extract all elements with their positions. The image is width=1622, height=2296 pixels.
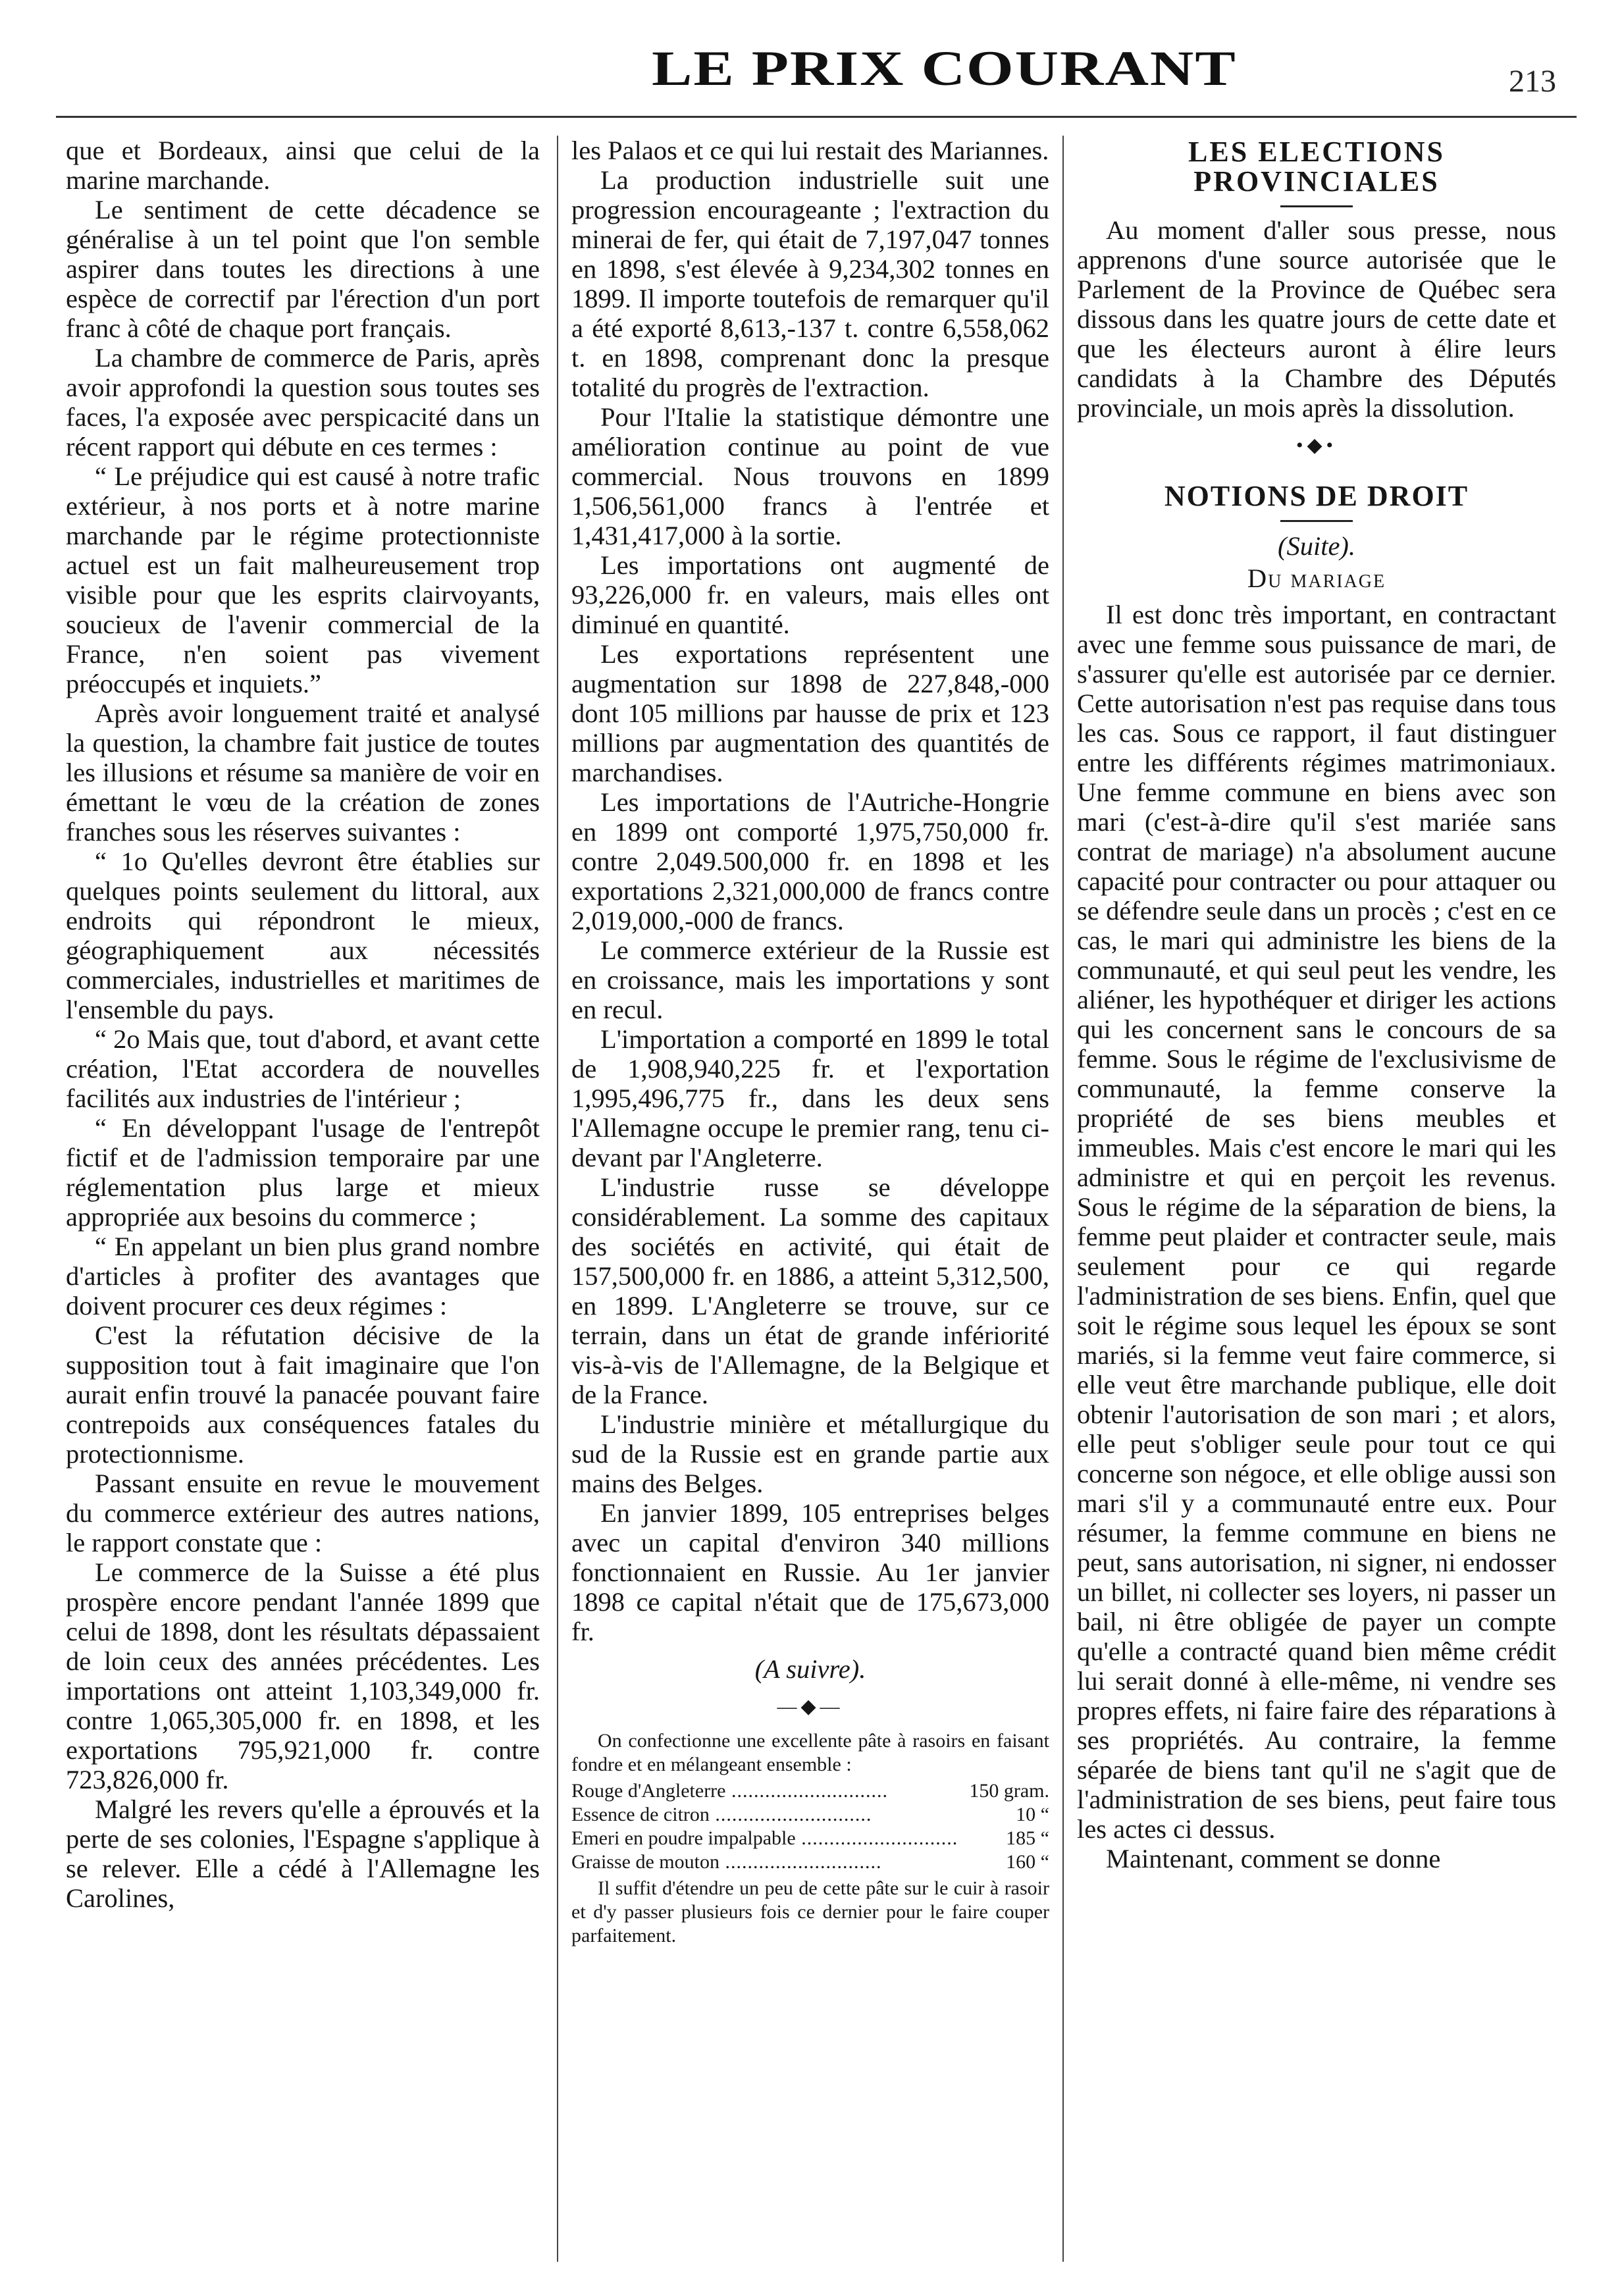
page-number: 213 xyxy=(1509,64,1556,99)
paragraph: Le commerce de la Suisse a été plus prospère encore pendant l'année 1899 que celui de 1898, dont les résultats dépassaient de loin ceux des années précédentes. Les importations ont atteint 1,103,349,000 fr. contre 1,065,305,000 fr. en 1898, et les exportations 795,921,000 fr. contre 723,826,000 fr. xyxy=(66,1557,540,1794)
paragraph: Les exportations représentent une augmentation sur 1898 de 227,848,-000 dont 105 millions par hausse de prix et 123 millions par augmentation des quantités de marchandises. xyxy=(571,639,1049,787)
paragraph: “ 1o Qu'elles devront être établies sur quelques points seulement du littoral, aux endroits qui répondront le mieux, géographiquement aux nécessités commerciales, industrielles et maritimes de l'ensemble du pays. xyxy=(66,847,540,1024)
recipe-intro: On confectionne une excellente pâte à rasoirs en faisant fondre et en mélangeant ensemble : xyxy=(571,1730,1049,1775)
recipe-row xyxy=(571,1827,1049,1850)
paragraph: L'importation a comporté en 1899 le total de 1,908,940,225 fr. et l'exportation 1,995,496,775 fr., dans les deux sens l'Allemagne occupe le premier rang, tenu ci-devant par l'Angleterre. xyxy=(571,1024,1049,1172)
recipe-box xyxy=(571,1729,1049,1948)
paragraph: Le sentiment de cette décadence se généralise à un tel point que l'on semble aspirer dans toutes les directions à une espèce de correctif par l'érection d'un port franc à côté de chaque port français. xyxy=(66,195,540,343)
masthead-title: LE PRIX COURANT xyxy=(652,40,1237,96)
paragraph: les Palaos et ce qui lui restait des Mariannes. xyxy=(571,136,1049,165)
masthead-rule xyxy=(56,116,1577,118)
recipe-row xyxy=(571,1779,1049,1803)
paragraph: Il est donc très important, en contractant avec une femme sous puissance de mari, de s'assurer qu'elle est autorisée par ce dernier. Cette autorisation n'est pas requise dans tous les cas. Sous ce rapport, il faut distinguer entre les différents régimes matrimoniaux. Une femme commune en biens avec son mari (c'est-à-dire qu'il s'est mariée sans contrat de mariage) n'a absolument aucune capacité pour contracter ou pour attaquer ou se défendre seule dans un procès ; c'est en ce cas, le mari qui administre les biens de la communauté, et qui seul peut les vendre, les aliéner, les hypothéquer et diriger les actions qui les concernent sans le concours de sa femme. Sous le régime de l'exclusivisme de communauté, la femme conserve la propriété de ses biens meubles et immeubles. Mais c'est encore le mari qui les administre et qui en perçoit les revenus. Sous le régime de la séparation de biens, la femme peut plaider et contracter seule, mais seulement pour ce qui regarde l'administration de ses biens. Enfin, quel que soit le régime sous lequel les époux se sont mariés, si la femme veut faire commerce, si elle veut être marchande publique, elle doit obtenir l'autorisation de son mari ; et alors, elle peut s'obliger seule pour tout ce qui concerne son négoce, et elle oblige aussi son mari s'il y a communauté entre eux. Pour résumer, la femme commune en biens ne peut, sans autorisation, ni signer, ni endosser un billet, ni collecter ses loyers, ni passer un bail, ni être obligée de payer un compte qu'elle a contracté quand bien même crédit lui serait donné à elle-même, ni vendre ses propres effets, ni faire faire des réparations à ses propriétés. Au contraire, la femme séparée de biens tant qu'il ne s'agit que de l'administration de ses biens, peut faire tous les actes ci dessus. xyxy=(1077,600,1556,1844)
suite-label: (Suite). xyxy=(1277,531,1356,561)
ingredient-qty: 150 gram. xyxy=(969,1780,1049,1802)
paragraph: “ En développant l'usage de l'entrepôt fictif et de l'admission temporaire par une réglementation plus large et mieux appropriée aux besoins du commerce ; xyxy=(66,1113,540,1232)
paragraph: L'industrie russe se développe considérablement. La somme des capitaux des sociétés en activité, qui était de 157,500,000 fr. en 1886, a atteint 5,312,500, en 1899. L'Angleterre se trouve, sur ce terrain, dans un état de grande infériorité vis-à-vis de l'Allemagne, de la Belgique et de la France. xyxy=(571,1172,1049,1409)
recipe-row xyxy=(571,1803,1049,1827)
paragraph: Malgré les revers qu'elle a éprouvés et la perte de ses colonies, l'Espagne s'applique à se relever. Elle a cédé à l'Allemagne les Carolines, xyxy=(66,1794,540,1913)
masthead xyxy=(0,26,1622,125)
paragraph: Après avoir longuement traité et analysé la question, la chambre fait justice de toutes les illusions et résume sa manière de voir en émettant le vœu de la création de zones franches sous les réserves suivantes : xyxy=(66,698,540,847)
ingredient-qty: 160 “ xyxy=(1006,1851,1049,1873)
recipe-outro: Il suffit d'étendre un peu de cette pâte sur le cuir à rasoir et d'y passer plusieurs fois ce dernier pour le faire couper parfaitement. xyxy=(571,1877,1049,1946)
section-heading-elections: LES ELECTIONS PROVINCIALES xyxy=(1188,136,1445,197)
paragraph: La production industrielle suit une progression encourageante ; l'extraction du minerai de fer, qui était de 7,197,047 tonnes en 1898, s'est élevée à 9,234,302 tonnes en 1899. Il importe toutefois de remarquer qu'il a été exporté 8,613,-137 t. contre 6,558,062 t. en 1898, comprenant donc la presque totalité du progrès de l'extraction. xyxy=(571,165,1049,402)
subheading-mariage: Du mariage xyxy=(1247,563,1386,593)
paragraph: Pour l'Italie la statistique démontre une amélioration continue au point de vue commercial. Nous trouvons en 1899 1,506,561,000 francs à l'entrée et 1,431,417,000 à la sortie. xyxy=(571,402,1049,550)
ingredient-name: Essence de citron xyxy=(571,1804,710,1825)
paragraph: La chambre de commerce de Paris, après avoir approfondi la question sous toutes ses faces, l'a exposée avec perspicacité dans un récent rapport qui débute en ces termes : xyxy=(66,343,540,461)
ingredient-name: Emeri en poudre impalpable xyxy=(571,1827,796,1849)
paragraph: C'est la réfutation décisive de la supposition tout à fait imaginaire que l'on aurait enfin trouvé la panacée pouvant faire contrepoids aux conséquences fatales du protectionnisme. xyxy=(66,1320,540,1469)
paragraph: Au moment d'aller sous presse, nous apprenons d'une source autorisée que le Parlement de la Province de Québec sera dissous dans les quatre jours de cette date et que les électeurs auront à élire leurs candidats à la Chambre des Députés provinciale, un mois après la dissolution. xyxy=(1077,215,1556,423)
column-divider xyxy=(557,136,558,2262)
ingredient-qty: 185 “ xyxy=(1006,1827,1049,1849)
ornament-divider: —◆— xyxy=(777,1696,844,1717)
paragraph: “ Le préjudice qui est causé à notre trafic extérieur, à nos ports et à notre marine marchande par le régime protectionniste actuel est un fait malheureusement trop visible pour que les esprits clairvoyants, soucieux de l'avenir commercial de la France, n'en soient pas vivement préoccupés et inquiets.” xyxy=(66,461,540,698)
ingredient-qty: 10 “ xyxy=(1016,1804,1049,1825)
paragraph: L'industrie minière et métallurgique du sud de la Russie est en grande partie aux mains des Belges. xyxy=(571,1409,1049,1498)
column-divider xyxy=(1062,136,1064,2262)
heading-rule xyxy=(1280,205,1353,207)
ingredient-name: Rouge d'Angleterre xyxy=(571,1780,726,1802)
paragraph: Le commerce extérieur de la Russie est en croissance, mais les importations y sont en recul. xyxy=(571,935,1049,1024)
heading-rule xyxy=(1280,520,1353,522)
recipe-row xyxy=(571,1850,1049,1874)
paragraph: Les importations de l'Autriche-Hongrie en 1899 ont comporté 1,975,750,000 fr. contre 2,049.500,000 fr. en 1898 et les exportations 2,321,000,000 de francs contre 2,019,000,-000 de francs. xyxy=(571,787,1049,935)
paragraph: En janvier 1899, 105 entreprises belges avec un capital d'environ 340 millions fonctionnaient en Russie. Au 1er janvier 1898 ce capital n'était que de 175,673,000 fr. xyxy=(571,1498,1049,1646)
paragraph: “ En appelant un bien plus grand nombre d'articles à profiter des avantages que doivent procurer ces deux régimes : xyxy=(66,1232,540,1320)
column-3 xyxy=(1077,136,1556,2268)
ingredient-name: Graisse de mouton xyxy=(571,1851,719,1873)
paragraph: Maintenant, comment se donne xyxy=(1106,1844,1441,1873)
paragraph: Passant ensuite en revue le mouvement du commerce extérieur des autres nations, le rapport constate que : xyxy=(66,1469,540,1557)
paragraph: Les importations ont augmenté de 93,226,000 fr. en valeurs, mais elles ont diminué en quantité. xyxy=(571,550,1049,639)
ornament-divider: •◆• xyxy=(1295,434,1338,456)
recipe-table xyxy=(571,1779,1049,1874)
paragraph: que et Bordeaux, ainsi que celui de la marine marchande. xyxy=(66,136,540,195)
a-suivre-note: (A suivre). xyxy=(754,1654,866,1684)
column-2 xyxy=(571,136,1049,2268)
section-heading-droit: NOTIONS DE DROIT xyxy=(1164,480,1469,512)
paragraph: “ 2o Mais que, tout d'abord, et avant cette création, l'Etat accordera de nouvelles facilités aux industries de l'intérieur ; xyxy=(66,1024,540,1113)
column-1 xyxy=(66,136,540,2268)
